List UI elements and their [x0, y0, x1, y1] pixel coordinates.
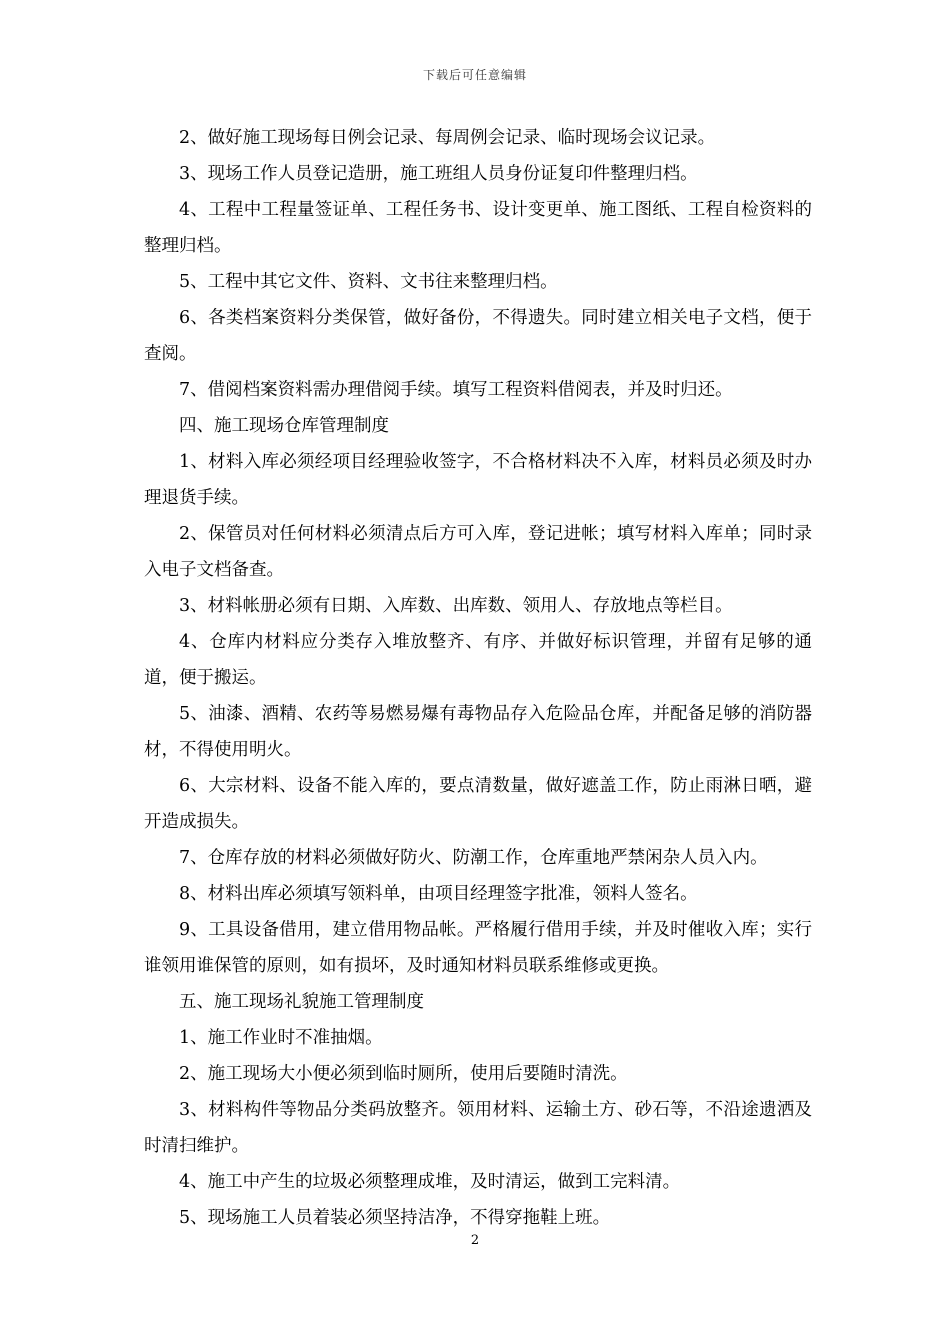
paragraph: 7、仓库存放的材料必须做好防火、防潮工作，仓库重地严禁闲杂人员入内。	[179, 848, 768, 868]
paragraph: 4、仓库内材料应分类存入堆放整齐、有序、并做好标识管理，并留有足够的通道，便于搬运。	[144, 632, 812, 688]
section-heading: 四、施工现场仓库管理制度	[179, 416, 389, 436]
paragraph: 3、现场工作人员登记造册，施工班组人员身份证复印件整理归档。	[179, 164, 698, 184]
paragraph: 7、借阅档案资料需办理借阅手续。填写工程资料借阅表，并及时归还。	[179, 380, 733, 400]
paragraph: 2、施工现场大小便必须到临时厕所，使用后要随时清洗。	[179, 1064, 628, 1084]
paragraph: 5、现场施工人员着装必须坚持洁净，不得穿拖鞋上班。	[179, 1208, 611, 1228]
paragraph: 4、施工中产生的垃圾必须整理成堆，及时清运，做到工完料清。	[179, 1172, 681, 1192]
paragraph: 3、材料帐册必须有日期、入库数、出库数、领用人、存放地点等栏目。	[179, 596, 733, 616]
page-header: 下载后可任意编辑	[422, 68, 527, 82]
paragraph: 6、大宗材料、设备不能入库的，要点清数量，做好遮盖工作，防止雨淋日晒，避开造成损失。	[144, 776, 812, 832]
section-heading: 五、施工现场礼貌施工管理制度	[179, 992, 424, 1012]
paragraph: 5、工程中其它文件、资料、文书往来整理归档。	[179, 272, 558, 292]
paragraph: 8、材料出库必须填写领料单，由项目经理签字批准，领料人签名。	[179, 884, 698, 904]
paragraph: 9、工具设备借用，建立借用物品帐。严格履行借用手续，并及时催收入库；实行谁领用谁保管的原则，如有损坏，及时通知材料员联系维修或更换。	[144, 920, 812, 976]
page-number: 2	[470, 1233, 480, 1248]
paragraph: 1、施工作业时不准抽烟。	[179, 1028, 383, 1048]
paragraph: 3、材料构件等物品分类码放整齐。领用材料、运输土方、砂石等，不沿途遗洒及时清扫维护。	[144, 1100, 812, 1156]
paragraph: 2、保管员对任何材料必须清点后方可入库，登记进帐；填写材料入库单；同时录入电子文档备查。	[144, 524, 812, 580]
paragraph: 1、材料入库必须经项目经理验收签字，不合格材料决不入库，材料员必须及时办理退货手续。	[144, 452, 812, 508]
paragraph: 4、工程中工程量签证单、工程任务书、设计变更单、施工图纸、工程自检资料的整理归档。	[144, 200, 812, 256]
paragraph: 6、各类档案资料分类保管，做好备份，不得遗失。同时建立相关电子文档，便于查阅。	[144, 308, 812, 364]
paragraph: 2、做好施工现场每日例会记录、每周例会记录、临时现场会议记录。	[179, 128, 716, 148]
document-body	[144, 120, 812, 1236]
paragraph: 5、油漆、酒精、农药等易燃易爆有毒物品存入危险品仓库，并配备足够的消防器材，不得使用明火。	[144, 704, 812, 760]
